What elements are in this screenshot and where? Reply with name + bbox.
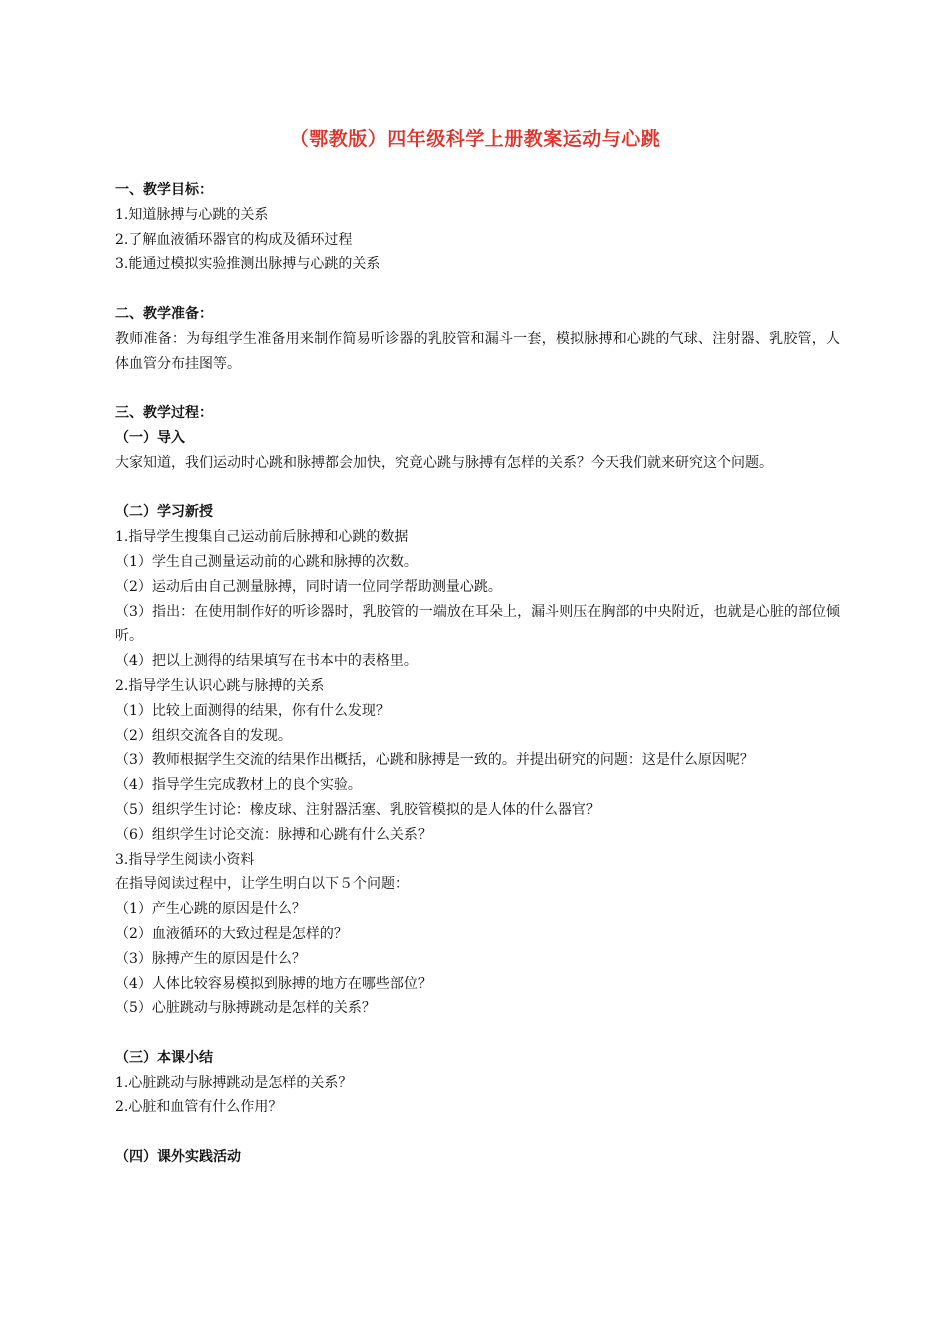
section-heading-process: 三、教学过程：: [115, 405, 213, 422]
step-item: （1）比较上面测得的结果，你有什么发现？: [115, 702, 390, 719]
step-title: 1.指导学生搜集自己运动前后脉搏和心跳的数据: [115, 529, 409, 546]
subsection-heading-summary: （三）本课小结: [115, 1049, 213, 1066]
step-item: （3）指出：在使用制作好的听诊器时，乳胶管的一端放在耳朵上，漏斗则压在胸部的中央附近，也就是心脏的部位倾听。: [115, 603, 840, 645]
step-intro: 在指导阅读过程中，让学生明白以下５个问题：: [115, 876, 409, 893]
step-item: （5）组织学生讨论：橡皮球、注射器活塞、乳胶管模拟的是人体的什么器官？: [115, 801, 600, 818]
spacer: [115, 376, 840, 401]
step-item: （1）学生自己测量运动前的心跳和脉搏的次数。: [115, 553, 418, 570]
objective-item: 2.了解血液循环器官的构成及循环过程: [115, 231, 353, 248]
step-item: （4）指导学生完成教材上的良个实验。: [115, 777, 362, 794]
section-heading-preparation: 二、教学准备：: [115, 305, 213, 322]
summary-item: 1.心脏跳动与脉搏跳动是怎样的关系？: [115, 1074, 353, 1091]
document-body: [115, 178, 840, 1170]
step-item: （4）人体比较容易模拟到脉搏的地方在哪些部位？: [115, 975, 432, 992]
step-title: 3.指导学生阅读小资料: [115, 851, 255, 868]
subsection-heading-new-lesson: （二）学习新授: [115, 504, 213, 521]
section-heading-objectives: 一、教学目标：: [115, 182, 213, 198]
step-item: （2）组织交流各自的发现。: [115, 727, 292, 744]
spacer: [115, 277, 840, 302]
step-item: （2）血液循环的大致过程是怎样的？: [115, 925, 348, 942]
spacer: [115, 476, 840, 501]
spacer: [115, 1120, 840, 1145]
document-title: （鄂教版）四年级科学上册教案运动与心跳: [289, 128, 661, 150]
objective-item: 3.能通过模拟实验推测出脉搏与心跳的关系: [115, 256, 381, 273]
spacer: [115, 1021, 840, 1046]
subsection-heading-intro: （一）导入: [115, 429, 185, 446]
step-item: （1）产生心跳的原因是什么？: [115, 901, 306, 918]
step-item: （6）组织学生讨论交流：脉搏和心跳有什么关系？: [115, 826, 432, 843]
step-title: 2.指导学生认识心跳与脉搏的关系: [115, 677, 325, 694]
step-item: （3）脉搏产生的原因是什么？: [115, 950, 306, 967]
subsection-heading-practice: （四）课外实践活动: [115, 1149, 241, 1166]
step-item: （2）运动后由自己测量脉搏，同时请一位同学帮助测量心跳。: [115, 578, 502, 595]
summary-item: 2.心脏和血管有什么作用？: [115, 1099, 283, 1116]
step-item: （4）把以上测得的结果填写在书本中的表格里。: [115, 653, 418, 670]
intro-paragraph: 大家知道，我们运动时心跳和脉搏都会加快，究竟心跳与脉搏有怎样的关系？今天我们就来研究这个问题。: [115, 454, 773, 471]
step-item: （3）教师根据学生交流的结果作出概括，心跳和脉搏是一致的。并提出研究的问题：这是什么原因呢？: [115, 752, 754, 769]
objective-item: 1.知道脉搏与心跳的关系: [115, 206, 269, 223]
step-item: （5）心脏跳动与脉搏跳动是怎样的关系？: [115, 1000, 376, 1017]
preparation-paragraph: 教师准备：为每组学生准备用来制作简易听诊器的乳胶管和漏斗一套，模拟脉搏和心跳的气球、注射器、乳胶管，人体血管分布挂图等。: [115, 330, 840, 372]
